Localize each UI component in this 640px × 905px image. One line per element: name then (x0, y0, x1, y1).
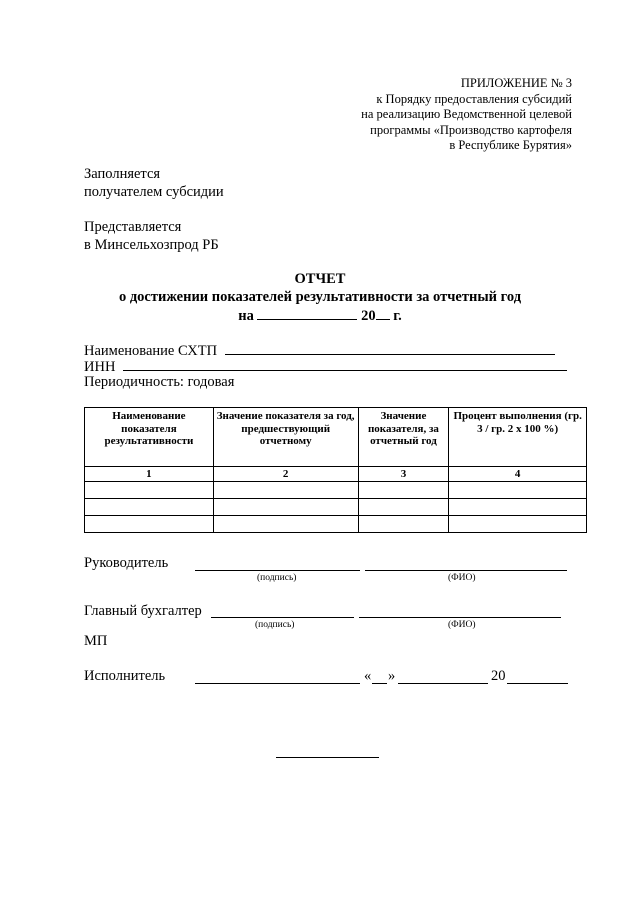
table-cell[interactable] (449, 499, 587, 516)
footer-separator (276, 757, 379, 758)
table-cell[interactable] (85, 482, 214, 499)
table-cell[interactable] (358, 499, 449, 516)
period-suffix: г. (393, 308, 402, 324)
report-subtitle: о достижении показателей результативности за отчетный год (118, 289, 522, 305)
name-hint: (ФИО) (448, 573, 476, 583)
head-label: Руководитель (84, 555, 169, 571)
date-close-quote: » (388, 668, 396, 684)
annex-header (361, 76, 572, 154)
annex-line: к Порядку предоставления субсидий (376, 91, 572, 106)
report-period (0, 306, 640, 325)
stamp-label: МП (84, 633, 108, 649)
submitted-to-line: в Минсельхозпрод РБ (84, 237, 219, 253)
table-cell[interactable] (358, 516, 449, 533)
column-number: 3 (358, 467, 449, 482)
name-field-label: Наименование СХТП (84, 343, 218, 359)
table-header-row (85, 408, 587, 467)
table-cell[interactable] (358, 482, 449, 499)
signature-hint: (подпись) (255, 620, 295, 630)
date-year-prefix: 20 (491, 668, 506, 684)
signature-hint: (подпись) (257, 573, 297, 583)
name-input-line[interactable] (225, 341, 555, 355)
column-number: 1 (85, 467, 214, 482)
report-title: ОТЧЕТ (294, 271, 346, 287)
table-row (85, 482, 587, 499)
date-open-quote: « (364, 668, 372, 684)
name-hint: (ФИО) (448, 620, 476, 630)
accountant-name-line[interactable] (359, 617, 561, 618)
date-day-line[interactable] (372, 683, 387, 684)
table-row (85, 516, 587, 533)
annex-line: на реализацию Ведомственной целевой (361, 107, 572, 121)
inn-field-label: ИНН (84, 359, 116, 375)
periodicity: Периодичность: годовая (84, 374, 235, 390)
table-cell[interactable] (213, 499, 358, 516)
column-number: 2 (213, 467, 358, 482)
table-row (85, 499, 587, 516)
table-cell[interactable] (213, 516, 358, 533)
year-blank[interactable] (376, 306, 390, 320)
table-cell[interactable] (213, 482, 358, 499)
filled-by-line: получателем субсидии (84, 184, 224, 200)
date-month-line[interactable] (398, 683, 488, 684)
annex-line: в Республике Бурятия» (449, 138, 572, 152)
date-year-line[interactable] (507, 683, 568, 684)
period-prefix: на (238, 308, 254, 324)
accountant-signature-line[interactable] (211, 617, 354, 618)
period-blank[interactable] (257, 306, 357, 320)
table-header-cell: Процент выполнения (гр. 3 / гр. 2 х 100 %) (449, 408, 587, 467)
executor-signature-line[interactable] (195, 683, 360, 684)
executor-label: Исполнитель (84, 668, 166, 684)
submitted-to-note (84, 218, 219, 254)
column-number: 4 (449, 467, 587, 482)
period-year: 20 (361, 308, 376, 324)
submitted-to-line: Представляется (84, 219, 182, 235)
table-number-row (85, 467, 587, 482)
table-header-cell: Наименование показателя результативности (85, 408, 214, 467)
table-cell[interactable] (449, 482, 587, 499)
head-signature-line[interactable] (195, 570, 360, 571)
report-table (84, 407, 587, 533)
annex-line: программы «Производство картофеля (370, 122, 572, 137)
table-cell[interactable] (85, 516, 214, 533)
head-name-line[interactable] (365, 570, 567, 571)
table-cell[interactable] (85, 499, 214, 516)
accountant-label: Главный бухгалтер (84, 603, 202, 619)
table-header-cell: Значение показателя за год, предшествующий отчетному (213, 408, 358, 467)
annex-line: ПРИЛОЖЕНИЕ № 3 (460, 76, 572, 90)
filled-by-line: Заполняется (84, 166, 161, 182)
inn-input-line[interactable] (123, 357, 567, 371)
table-header-cell: Значение показателя, за отчетный год (358, 408, 449, 467)
filled-by-note (84, 165, 224, 201)
table-cell[interactable] (449, 516, 587, 533)
